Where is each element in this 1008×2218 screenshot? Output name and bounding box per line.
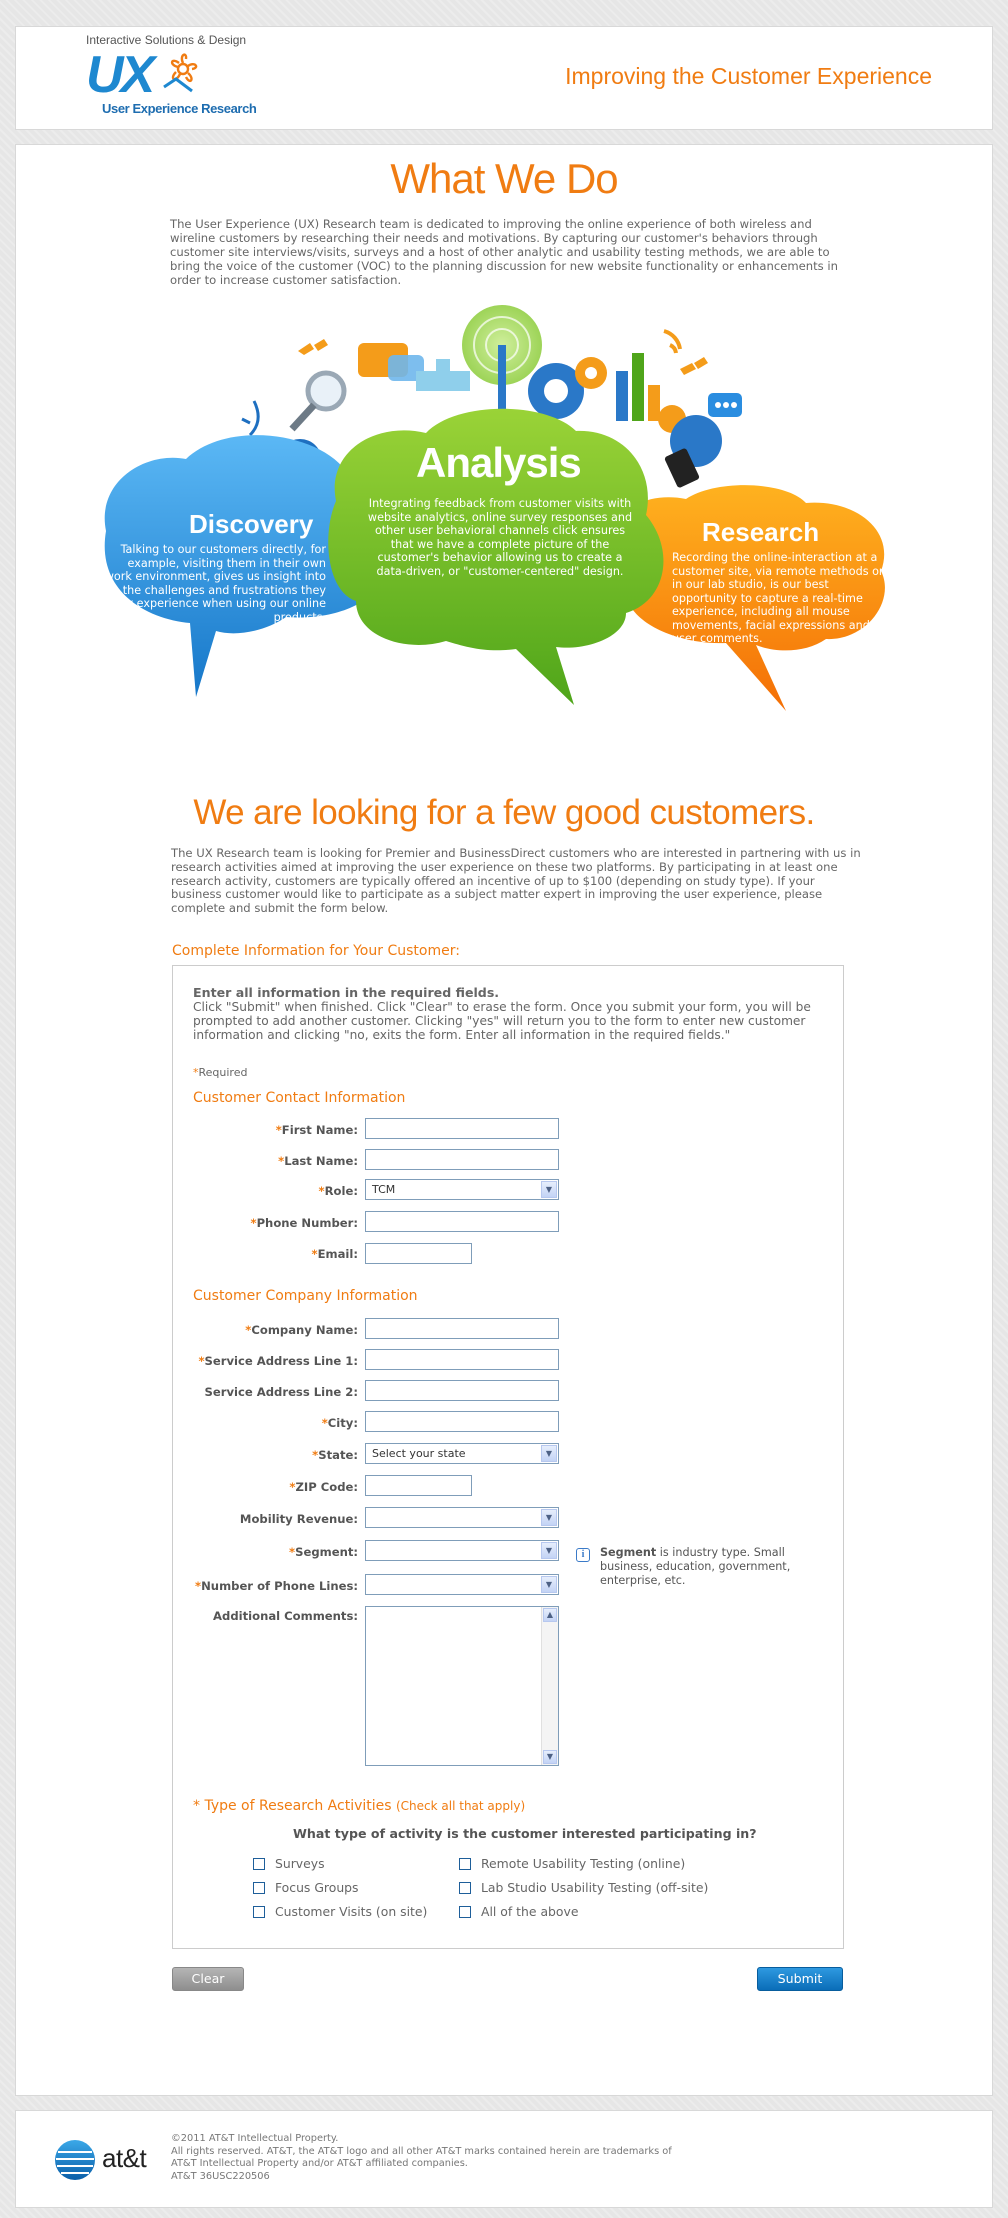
checkbox-label: Customer Visits (on site) — [275, 1904, 428, 1919]
email-label — [312, 1247, 359, 1261]
research-title: Research — [702, 517, 820, 547]
recruit-intro: The UX Research team is looking for Premier and BusinessDirect customers who are interested in partnering with us in research activities aimed at improving the user experience on these two platforms. By participating in at least one research activity, customers are typically offered an incentive of up to $100 (depending on study type). If your business customer would like to participate as a subject matter expert in improving the user experience, please complete and submit the form below. — [171, 846, 861, 916]
mobility-revenue-select[interactable] — [365, 1507, 559, 1528]
submit-button[interactable]: Submit — [757, 1967, 843, 1991]
segment-help-term: Segment — [600, 1546, 657, 1559]
required-star: * — [289, 1480, 296, 1494]
chevron-down-icon: ▼ — [541, 1542, 557, 1559]
address-line2-input[interactable] — [365, 1380, 559, 1401]
phone-lines-select[interactable] — [365, 1574, 559, 1595]
required-star: * — [198, 1354, 205, 1368]
segment-label-text: Segment: — [295, 1545, 358, 1559]
address-line2-label: Service Address Line 2: — [204, 1385, 358, 1399]
address-line1-label-text: Service Address Line 1: — [204, 1354, 358, 1368]
logo-bottom-text: User Experience Research — [102, 101, 257, 116]
phone-lines-label-text: Number of Phone Lines: — [201, 1579, 358, 1593]
logo-flower-icon — [162, 49, 204, 93]
required-star: * — [275, 1123, 282, 1137]
discovery-text: Talking to our customers directly, for example, visiting them in their own work environment, gives us insight into the challenges and frustrations they may experience when using our online products. — [104, 543, 326, 624]
required-star: * — [193, 1798, 200, 1814]
company-name-label — [245, 1323, 358, 1337]
checkbox-label: All of the above — [481, 1904, 579, 1919]
zip-input[interactable] — [365, 1475, 472, 1496]
last-name-input[interactable] — [365, 1149, 559, 1170]
phone-label — [250, 1216, 358, 1230]
required-note — [193, 1066, 247, 1079]
segment-label — [289, 1545, 358, 1559]
ux-process-illustration — [86, 301, 926, 781]
phone-input[interactable] — [365, 1211, 559, 1232]
logo-top-text: Interactive Solutions & Design — [86, 33, 247, 47]
city-input[interactable] — [365, 1411, 559, 1432]
scroll-up-icon[interactable]: ▲ — [543, 1608, 557, 1622]
lab-studio-checkbox[interactable] — [459, 1880, 708, 1895]
research-text: Recording the online-interaction at a customer site, via remote methods or in our lab studio, is our best opportunity to capture a real-time experience, including all mouse movements, facial expressions and user comments. — [672, 551, 884, 645]
company-section-title: Customer Company Information — [193, 1288, 418, 1304]
scroll-down-icon[interactable]: ▼ — [543, 1750, 557, 1764]
chevron-down-icon: ▼ — [541, 1181, 557, 1198]
role-select-value: TCM — [372, 1183, 396, 1196]
chevron-down-icon: ▼ — [541, 1509, 557, 1526]
bar-chart-icon — [616, 371, 628, 421]
required-star: * — [312, 1448, 319, 1462]
checkbox-label: Surveys — [275, 1856, 325, 1871]
comments-label: Additional Comments: — [213, 1609, 358, 1623]
email-input[interactable] — [365, 1243, 472, 1264]
required-note-label: Required — [198, 1066, 248, 1079]
page-footer — [15, 2110, 993, 2208]
segment-select[interactable] — [365, 1540, 559, 1561]
required-star: * — [245, 1323, 252, 1337]
surveys-checkbox[interactable] — [253, 1856, 325, 1871]
what-we-do-title: What We Do — [390, 155, 618, 202]
footer-legal — [171, 2133, 691, 2183]
segment-help-text — [600, 1546, 840, 1588]
att-logo-text: at&t — [102, 2143, 147, 2173]
first-name-label — [276, 1123, 358, 1137]
scrollbar[interactable] — [541, 1607, 558, 1765]
chevron-down-icon: ▼ — [541, 1576, 557, 1593]
focus-groups-checkbox[interactable] — [253, 1880, 359, 1895]
checkbox-label: Remote Usability Testing (online) — [481, 1856, 686, 1871]
remote-usability-checkbox[interactable] — [459, 1856, 685, 1871]
phone-lines-label — [195, 1579, 358, 1593]
page-header — [15, 26, 993, 130]
footer-trademarks: All rights reserved. AT&T, the AT&T logo and all other AT&T marks contained herein are trademarks of AT&T Intellectual Property and/or AT&T affiliated companies. — [171, 2145, 672, 2170]
customer-form — [172, 965, 844, 1949]
checkbox-label: Focus Groups — [275, 1880, 359, 1895]
activities-title-text: Type of Research Activities — [204, 1798, 392, 1814]
zip-label-text: ZIP Code: — [295, 1480, 358, 1494]
first-name-label-text: First Name: — [281, 1123, 358, 1137]
music-note-icon — [242, 401, 258, 435]
main-content — [15, 144, 993, 2096]
comments-textarea[interactable] — [365, 1606, 559, 1766]
form-heading: Complete Information for Your Customer: — [172, 943, 460, 959]
first-name-input[interactable] — [365, 1118, 559, 1139]
required-star: * — [250, 1216, 257, 1230]
all-of-the-above-checkbox[interactable] — [459, 1904, 578, 1919]
required-star: * — [311, 1247, 318, 1261]
clear-button[interactable]: Clear — [172, 1967, 244, 1991]
footer-copyright: ©2011 AT&T Intellectual Property. — [171, 2133, 339, 2144]
required-star: * — [193, 1066, 199, 1079]
city-label-text: City: — [327, 1416, 358, 1430]
contact-section-title: Customer Contact Information — [193, 1090, 406, 1106]
activities-hint: (Check all that apply) — [396, 1799, 526, 1813]
zip-label — [289, 1480, 358, 1494]
company-name-label-text: Company Name: — [251, 1323, 358, 1337]
att-globe-icon — [54, 2139, 96, 2181]
checkbox[interactable] — [253, 1906, 265, 1918]
checkbox[interactable] — [459, 1882, 471, 1894]
role-label-text: Role: — [324, 1184, 358, 1198]
header-tagline: Improving the Customer Experience — [565, 63, 932, 89]
quote-icon — [298, 339, 328, 355]
required-star: * — [289, 1545, 296, 1559]
city-label — [322, 1416, 358, 1430]
segment-help-body: is industry type. Small business, education, government, enterprise, etc. — [600, 1546, 791, 1587]
what-we-do-intro: The User Experience (UX) Research team is dedicated to improving the online experience of both wireless and wireline customers by researching their needs and motivations. By capturing our customer's behaviors through customer site interviews/visits, surveys and a host of other analytic and usability testing methods, we are able to bring the voice of the customer (VOC) to the planning discussion for new website functionality or enhancements in order to increase customer satisfaction. — [170, 217, 838, 287]
footer-code: AT&T 36USC220506 — [171, 2170, 270, 2182]
mobility-revenue-label: Mobility Revenue: — [239, 1512, 358, 1526]
checkbox[interactable] — [253, 1882, 265, 1894]
required-star: * — [195, 1579, 202, 1593]
phone-label-text: Phone Number: — [256, 1216, 358, 1230]
required-star: * — [278, 1154, 285, 1168]
activities-question: What type of activity is the customer interested participating in? — [293, 1826, 757, 1841]
address-line1-label — [198, 1354, 358, 1368]
role-select[interactable] — [365, 1179, 559, 1200]
activities-title — [193, 1798, 525, 1814]
ux-logo: UX — [86, 46, 153, 104]
customer-visits-checkbox[interactable] — [253, 1904, 427, 1919]
role-label — [319, 1184, 358, 1198]
puzzle-icon — [416, 359, 470, 391]
last-name-label — [278, 1154, 358, 1168]
form-instructions-title: Enter all information in the required fields. — [193, 985, 500, 1000]
discovery-title: Discovery — [189, 509, 314, 539]
recruit-title: We are looking for a few good customers. — [193, 793, 815, 832]
last-name-label-text: Last Name: — [284, 1154, 358, 1168]
required-star: * — [318, 1184, 325, 1198]
email-label-text: Email: — [317, 1247, 358, 1261]
checkbox[interactable] — [459, 1858, 471, 1870]
address-line1-input[interactable] — [365, 1349, 559, 1370]
required-star: * — [321, 1416, 328, 1430]
checkbox-label: Lab Studio Usability Testing (off-site) — [481, 1880, 709, 1895]
chevron-down-icon: ▼ — [541, 1445, 557, 1462]
checkbox[interactable] — [459, 1906, 471, 1918]
analysis-text: Integrating feedback from customer visits with website analytics, online survey responses and other user behavioral channels click ensures that we have a complete picture of the customer's behavior allowing us to create a data-driven, or "customer-centered" design. — [367, 497, 633, 578]
magnifier-icon — [308, 373, 344, 409]
company-name-input[interactable] — [365, 1318, 559, 1339]
state-label-text: State: — [318, 1448, 358, 1462]
state-select[interactable] — [365, 1443, 559, 1464]
form-instructions: Click "Submit" when finished. Click "Clear" to erase the form. Once you submit your form, you will be prompted to add another customer. Clicking "yes" will return you to the form to enter new customer information and clicking "no, exits the form. Enter all information in the required fields." — [193, 1000, 811, 1042]
info-icon[interactable]: i — [576, 1548, 590, 1562]
checkbox[interactable] — [253, 1858, 265, 1870]
state-label — [312, 1448, 358, 1462]
state-select-value: Select your state — [372, 1447, 466, 1460]
analysis-title: Analysis — [416, 439, 581, 486]
